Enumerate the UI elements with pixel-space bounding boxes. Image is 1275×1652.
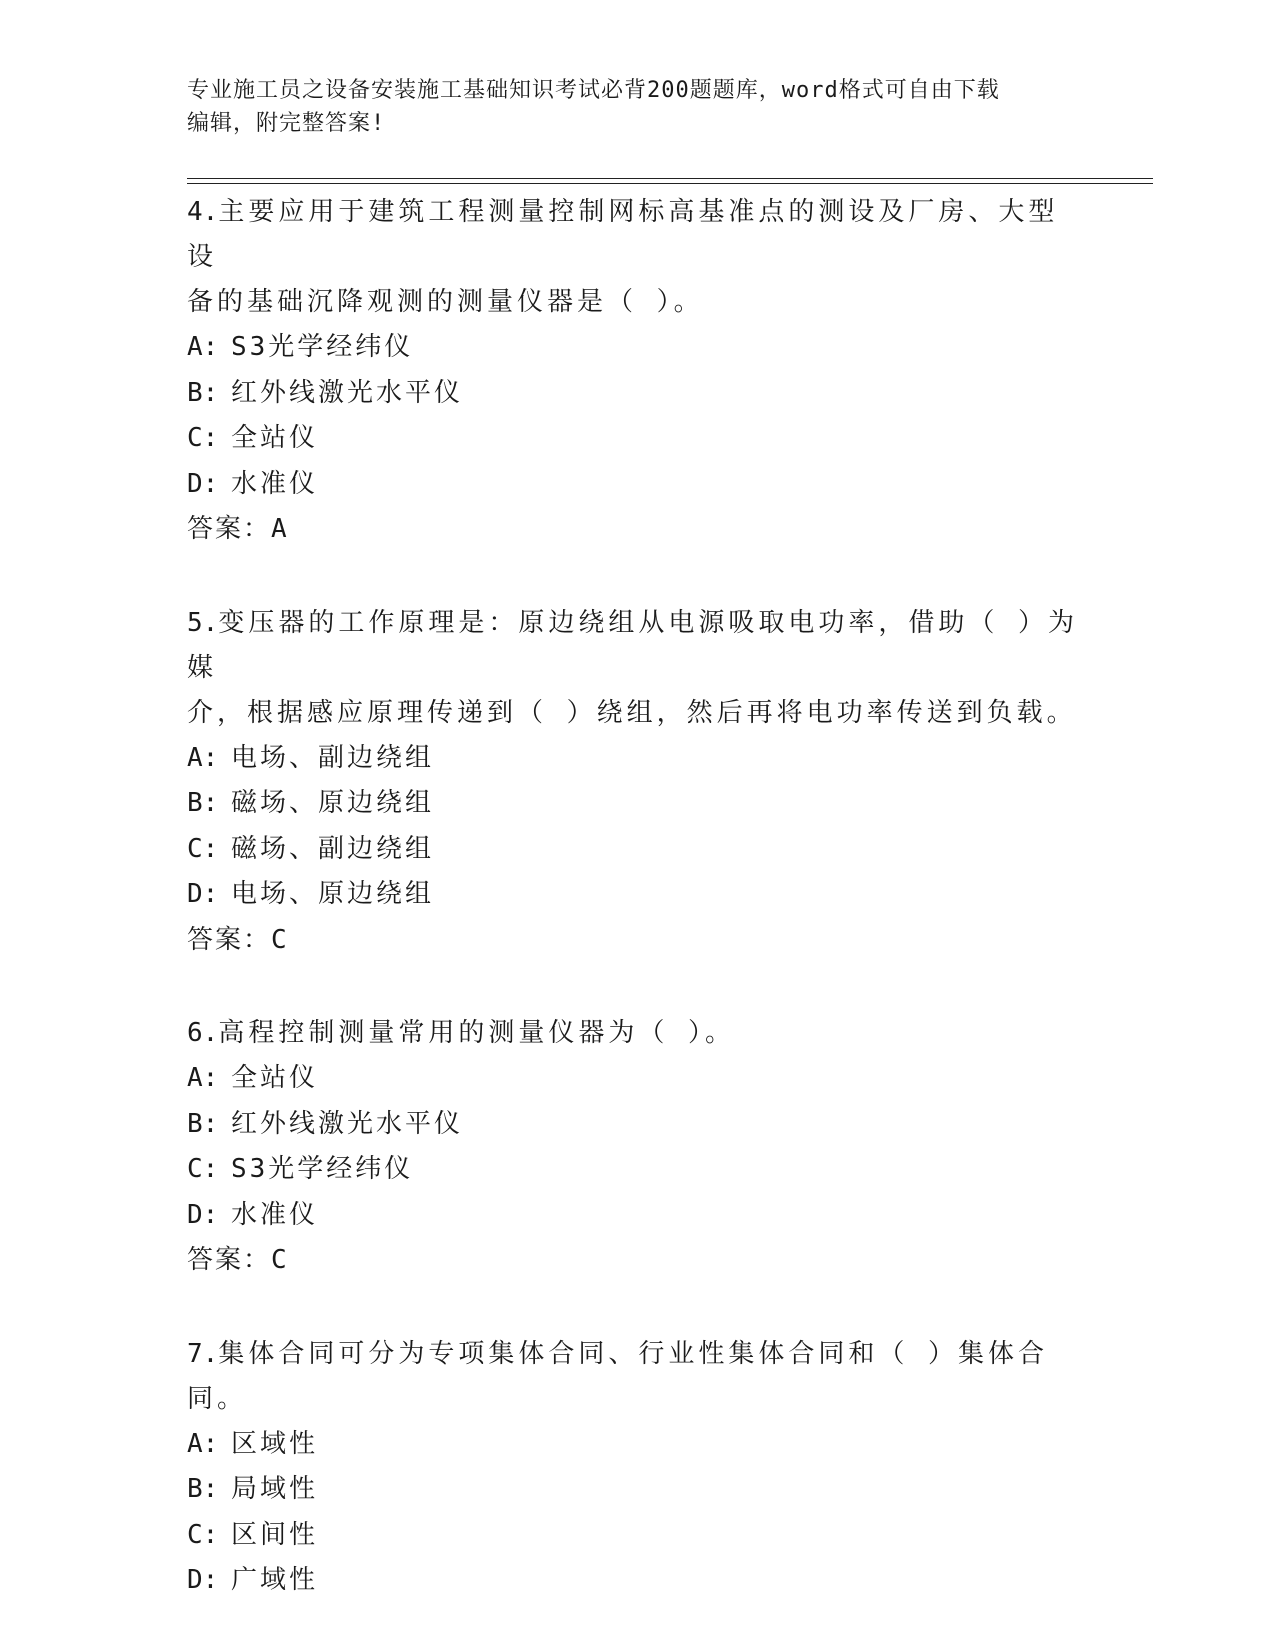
header-divider-bottom: [187, 183, 1153, 184]
question-item: [187, 190, 1087, 553]
option-b: [187, 371, 1087, 417]
option-label: A:: [187, 332, 219, 362]
option-label: A:: [187, 1063, 219, 1093]
question-line: 主要应用于建筑工程测量控制网标高基准点的测设及厂房、大型设: [187, 197, 1059, 272]
option-label: D:: [187, 468, 219, 499]
option-text: 电场、原边绕组: [231, 879, 435, 909]
option-c: [187, 1147, 1087, 1193]
option-text: S3光学经纬仪: [231, 1154, 414, 1184]
question-item: [187, 1011, 1087, 1284]
option-label: D:: [187, 1565, 219, 1595]
option-a: [187, 1422, 1087, 1468]
option-text: 局域性: [231, 1474, 319, 1504]
answer-line: 答案：A: [187, 514, 289, 544]
question-number: 5.: [187, 607, 219, 638]
option-text: S3光学经纬仪: [231, 332, 414, 362]
question-number: 6.: [187, 1018, 219, 1048]
question-line: 高程控制测量常用的测量仪器为（ ）。: [218, 1018, 735, 1048]
header-line-2: 编辑，附完整答案!: [187, 111, 386, 136]
question-text-continued: [187, 691, 1087, 736]
question-text: [187, 1332, 1087, 1422]
question-line: 介，根据感应原理传递到（ ）绕组，然后再将电功率传送到负载。: [187, 697, 1077, 728]
option-label: B:: [187, 1108, 219, 1139]
question-text: [187, 601, 1087, 691]
option-text: 电场、副边绕组: [231, 742, 435, 773]
option-label: D:: [187, 879, 219, 909]
header-line-1: 专业施工员之设备安装施工基础知识考试必背200题题库，word格式可自由下载: [187, 78, 1000, 103]
option-text: 红外线激光水平仪: [231, 1108, 464, 1139]
option-c: [187, 827, 1087, 873]
question-line: 集体合同可分为专项集体合同、行业性集体合同和（ ）集体合同。: [187, 1338, 1048, 1414]
option-b: [187, 1102, 1087, 1148]
option-label: C:: [187, 423, 219, 453]
option-text: 全站仪: [231, 1063, 319, 1093]
option-b: [187, 1467, 1087, 1513]
option-text: 区间性: [231, 1519, 319, 1550]
option-text: 全站仪: [231, 423, 319, 453]
option-a: [187, 1056, 1087, 1102]
option-d: [187, 872, 1087, 918]
option-label: B:: [187, 1474, 219, 1504]
question-item: [187, 1332, 1087, 1604]
question-line: 变压器的工作原理是：原边绕组从电源吸取电功率，借助（ ）为媒: [187, 607, 1078, 683]
option-c: [187, 1513, 1087, 1559]
option-label: D:: [187, 1199, 219, 1230]
option-text: 磁场、副边绕组: [231, 833, 435, 864]
option-label: A:: [187, 1428, 219, 1459]
option-a: [187, 736, 1087, 782]
question-number: 7.: [187, 1338, 219, 1369]
option-label: C:: [187, 1154, 219, 1184]
option-text: 水准仪: [231, 468, 319, 499]
option-text: 水准仪: [231, 1199, 319, 1230]
question-item: [187, 601, 1087, 964]
option-d: [187, 462, 1087, 508]
option-label: C:: [187, 1519, 219, 1550]
question-text-continued: [187, 280, 1087, 325]
option-label: B:: [187, 377, 219, 408]
option-label: A:: [187, 742, 219, 773]
option-label: B:: [187, 788, 219, 818]
option-b: [187, 781, 1087, 827]
option-c: [187, 416, 1087, 462]
question-line: 备的基础沉降观测的测量仪器是（ ）。: [187, 287, 704, 317]
answer-line: 答案：C: [187, 924, 289, 955]
option-text: 磁场、原边绕组: [231, 788, 435, 818]
option-text: 区域性: [231, 1428, 319, 1459]
document-header: [187, 74, 1087, 140]
option-text: 红外线激光水平仪: [231, 377, 464, 408]
option-text: 广域性: [231, 1565, 319, 1595]
question-list: [187, 190, 1087, 1652]
option-d: [187, 1193, 1087, 1239]
header-divider-top: [187, 178, 1153, 179]
option-a: [187, 325, 1087, 371]
question-number: 4.: [187, 197, 219, 227]
answer-line: 答案：C: [187, 1245, 289, 1275]
option-label: C:: [187, 833, 219, 864]
option-d: [187, 1558, 1087, 1604]
question-text: [187, 190, 1087, 280]
question-text: [187, 1011, 1087, 1056]
